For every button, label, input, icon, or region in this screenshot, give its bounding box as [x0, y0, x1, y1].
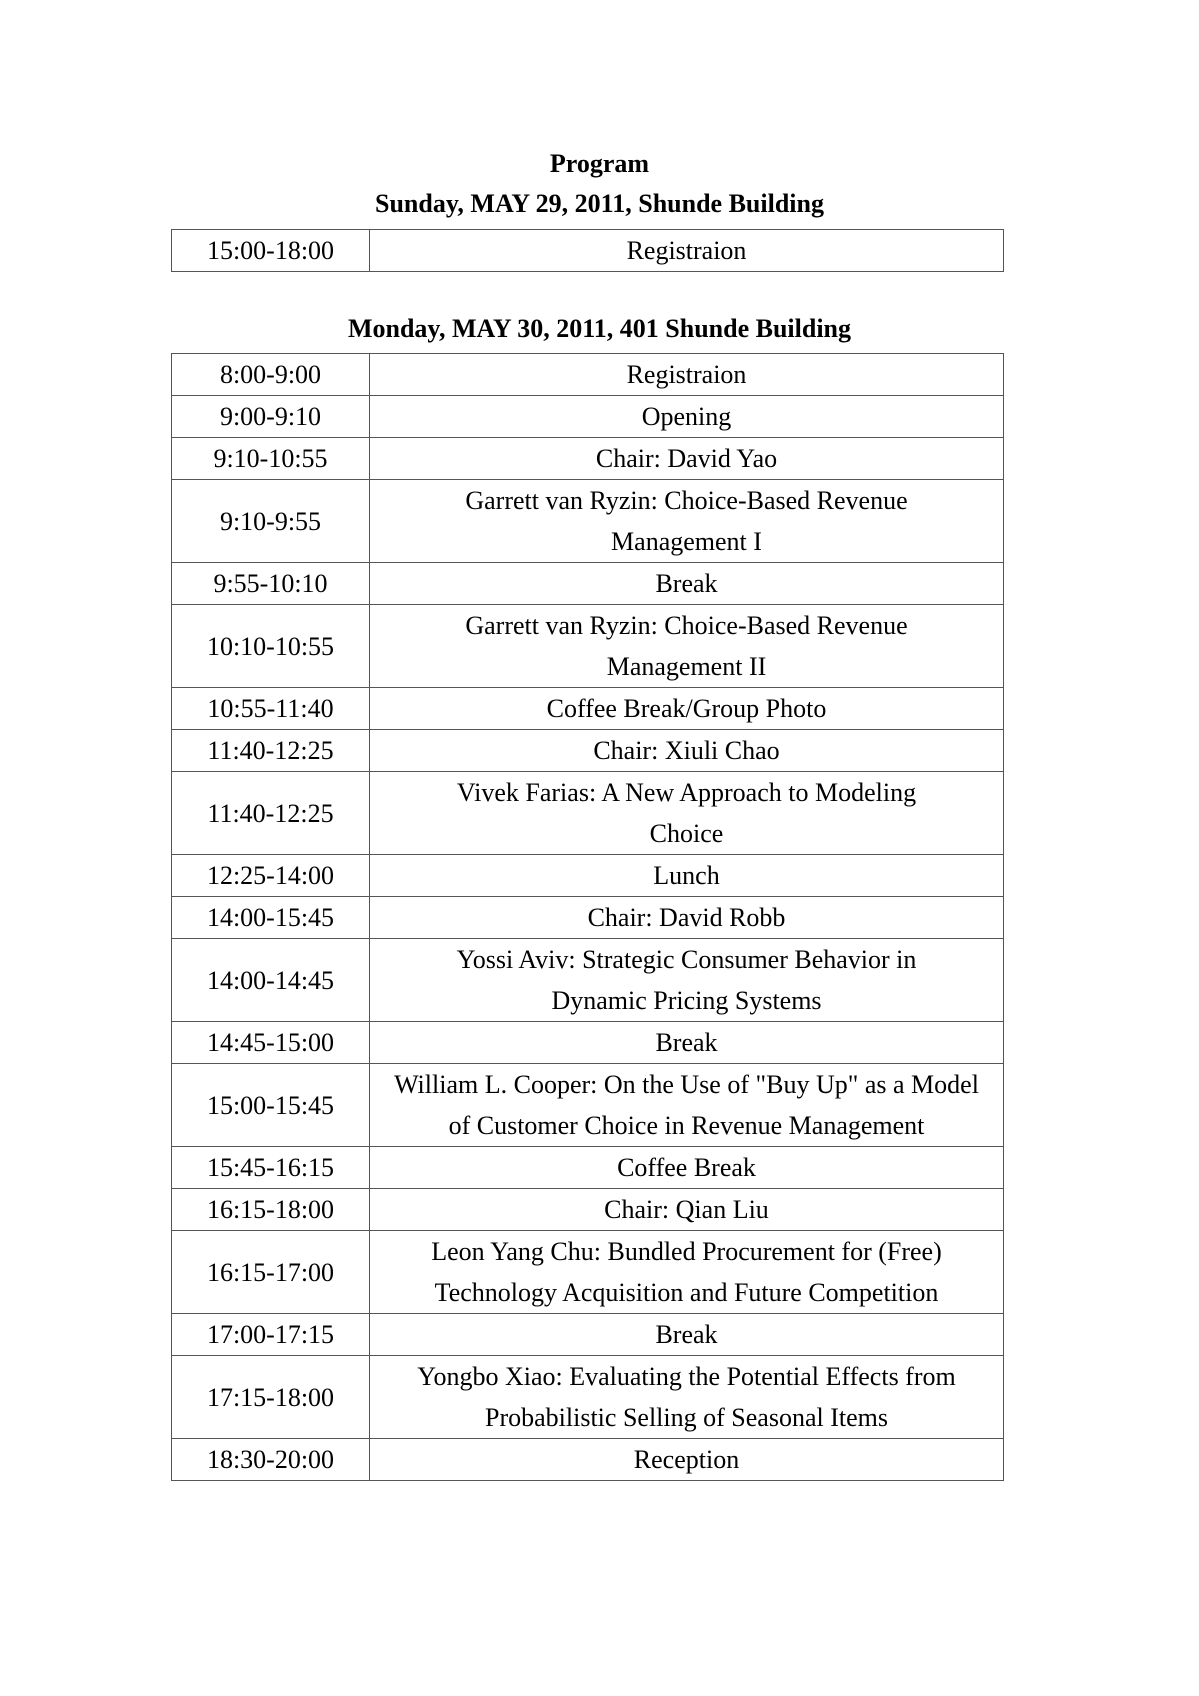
time-cell: 8:00-9:00 [172, 354, 370, 396]
event-cell: Chair: David Yao [370, 438, 1004, 480]
table-row [172, 605, 1004, 688]
table-row [172, 772, 1004, 855]
event-cell: Lunch [370, 855, 1004, 897]
event-cell: Break [370, 563, 1004, 605]
time-cell: 14:00-14:45 [172, 939, 370, 1022]
table-row [172, 855, 1004, 897]
table-row [172, 230, 1004, 272]
event-cell: William L. Cooper: On the Use of "Buy Up" as a Model of Customer Choice in Revenue Management [370, 1064, 1004, 1147]
time-cell: 15:00-18:00 [172, 230, 370, 272]
table-row [172, 939, 1004, 1022]
event-cell: Coffee Break [370, 1147, 1004, 1189]
table-row [172, 438, 1004, 480]
table-row [172, 563, 1004, 605]
table-row [172, 1356, 1004, 1439]
event-cell: Reception [370, 1439, 1004, 1481]
table-row [172, 1022, 1004, 1064]
event-cell: Chair: David Robb [370, 897, 1004, 939]
table-row [172, 1314, 1004, 1356]
event-cell: Garrett van Ryzin: Choice-Based Revenue Management II [370, 605, 1004, 688]
time-cell: 17:00-17:15 [172, 1314, 370, 1356]
event-cell: Chair: Qian Liu [370, 1189, 1004, 1231]
monday-schedule-table [171, 353, 1004, 1481]
page-title: Program [549, 149, 650, 178]
time-cell: 17:15-18:00 [172, 1356, 370, 1439]
time-cell: 12:25-14:00 [172, 855, 370, 897]
table-row [172, 396, 1004, 438]
event-cell: Leon Yang Chu: Bundled Procurement for (Free) Technology Acquisition and Future Competition [370, 1231, 1004, 1314]
table-row [172, 1231, 1004, 1314]
event-cell: Registraion [370, 354, 1004, 396]
time-cell: 16:15-17:00 [172, 1231, 370, 1314]
monday-heading: Monday, MAY 30, 2011, 401 Shunde Building [347, 314, 852, 343]
table-row [172, 1439, 1004, 1481]
sunday-heading: Sunday, MAY 29, 2011, Shunde Building [375, 189, 824, 218]
time-cell: 14:00-15:45 [172, 897, 370, 939]
time-cell: 16:15-18:00 [172, 1189, 370, 1231]
event-cell: Opening [370, 396, 1004, 438]
table-row [172, 688, 1004, 730]
event-cell: Chair: Xiuli Chao [370, 730, 1004, 772]
table-row [172, 1064, 1004, 1147]
table-row [172, 480, 1004, 563]
time-cell: 9:00-9:10 [172, 396, 370, 438]
time-cell: 9:10-9:55 [172, 480, 370, 563]
time-cell: 15:00-15:45 [172, 1064, 370, 1147]
time-cell: 9:55-10:10 [172, 563, 370, 605]
event-cell: Yongbo Xiao: Evaluating the Potential Effects from Probabilistic Selling of Seasonal Items [370, 1356, 1004, 1439]
time-cell: 9:10-10:55 [172, 438, 370, 480]
event-cell: Vivek Farias: A New Approach to Modeling Choice [370, 772, 1004, 855]
event-cell: Registraion [370, 230, 1004, 272]
table-row [172, 1147, 1004, 1189]
event-cell: Coffee Break/Group Photo [370, 688, 1004, 730]
time-cell: 14:45-15:00 [172, 1022, 370, 1064]
table-row [172, 1189, 1004, 1231]
time-cell: 11:40-12:25 [172, 772, 370, 855]
time-cell: 11:40-12:25 [172, 730, 370, 772]
event-cell: Garrett van Ryzin: Choice-Based Revenue Management I [370, 480, 1004, 563]
time-cell: 10:55-11:40 [172, 688, 370, 730]
table-row [172, 730, 1004, 772]
event-cell: Yossi Aviv: Strategic Consumer Behavior in Dynamic Pricing Systems [370, 939, 1004, 1022]
table-row [172, 354, 1004, 396]
table-row [172, 897, 1004, 939]
time-cell: 18:30-20:00 [172, 1439, 370, 1481]
sunday-schedule-table [171, 229, 1004, 272]
time-cell: 10:10-10:55 [172, 605, 370, 688]
event-cell: Break [370, 1314, 1004, 1356]
event-cell: Break [370, 1022, 1004, 1064]
time-cell: 15:45-16:15 [172, 1147, 370, 1189]
